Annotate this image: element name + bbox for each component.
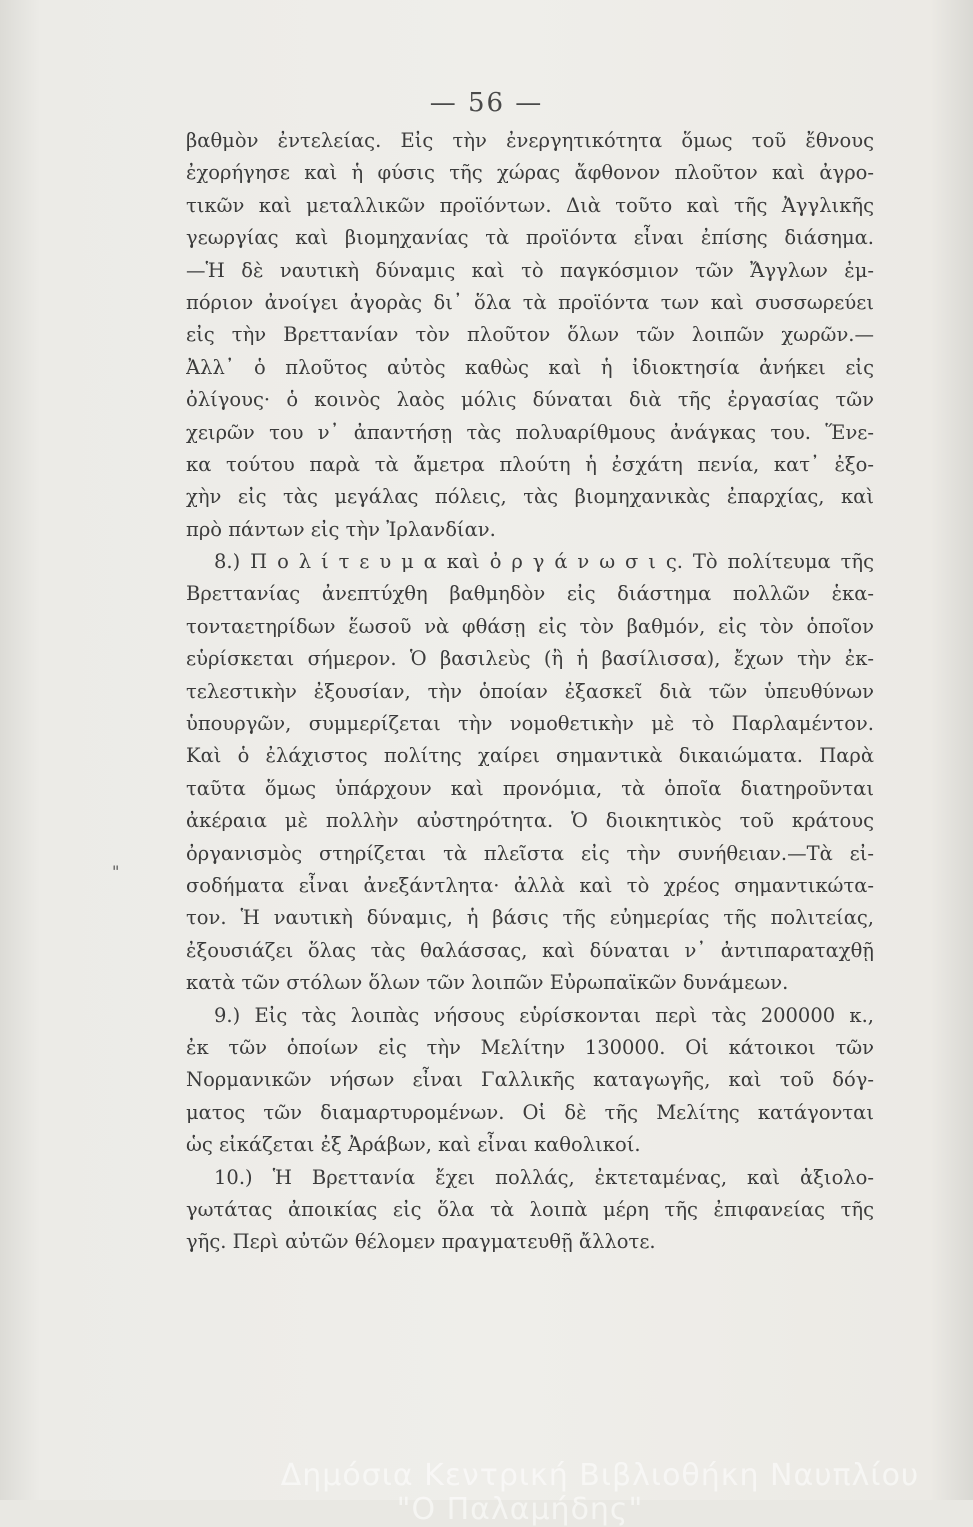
text-line: ἀκέραια μὲ πολλὴν αὐστηρότητα. Ὁ διοικητικὸς τοῦ κράτους xyxy=(186,809,874,833)
text-line: χὴν εἰς τὰς μεγάλας πόλεις, τὰς βιομηχανικὰς ἐπαρχίας, καὶ xyxy=(186,485,874,509)
text-line: εὑρίσκεται σήμερον. Ὁ βασιλεὺς (ἢ ἡ βασίλισσα), ἔχων τὴν ἐκ- xyxy=(186,647,874,671)
page-number: — 56 — xyxy=(429,88,544,118)
library-watermark-line2: "Ο Παλαμήδης" xyxy=(396,1492,644,1527)
body-text xyxy=(186,125,874,1259)
text-line: ἐξουσιάζει ὅλας τὰς θαλάσσας, καὶ δύναται ν᾽ ἀντιπαραταχθῇ xyxy=(186,938,874,962)
text-line: πόριον ἀνοίγει ἀγορὰς δι᾽ ὅλα τὰ προϊόντα των καὶ συσσωρεύει xyxy=(186,290,874,314)
text-line: γωτάτας ἀποικίας εἰς ὅλα τὰ λοιπὰ μέρη τῆς ἐπιφανείας τῆς xyxy=(186,1197,874,1221)
text-line: ἐκ τῶν ὁποίων εἰς τὴν Μελίτην 130000. Οἱ κάτοικοι τῶν xyxy=(186,1035,874,1059)
text-line: Ἀλλ᾽ ὁ πλοῦτος αὐτὸς καθὼς καὶ ἡ ἰδιοκτησία ἀνήκει εἰς xyxy=(186,355,874,379)
text-line: ὑπουργῶν, συμμερίζεται τὴν νομοθετικὴν μὲ τὸ Παρλαμέντον. xyxy=(186,712,874,736)
text-line: χειρῶν του ν᾽ ἀπαντήσῃ τὰς πολυαρίθμους ἀνάγκας του. Ἕνε- xyxy=(186,420,874,444)
text-line: ὀλίγους· ὁ κοινὸς λαὸς μόλις δύναται διὰ τῆς ἐργασίας τῶν xyxy=(186,388,874,412)
text-line: τονταετηρίδων ἕωσοῦ νὰ φθάσῃ εἰς τὸν βαθμόν, εἰς τὸν ὁποῖον xyxy=(186,614,874,638)
margin-mark: " xyxy=(112,862,120,881)
section-9-first-line: 9.) Εἰς τὰς λοιπὰς νήσους εὑρίσκονται περὶ τὰς 200000 κ., xyxy=(214,1003,874,1027)
text-line: γῆς. Περὶ αὐτῶν θέλομεν πραγματευθῇ ἄλλοτε. xyxy=(186,1230,656,1254)
library-watermark-line1: Δημόσια Κεντρική Βιβλιοθήκη Ναυπλίου xyxy=(280,1458,920,1493)
text-line: ἐχορήγησε καὶ ἡ φύσις τῆς χώρας ἄφθονον πλοῦτον καὶ ἀγρο- xyxy=(186,161,874,185)
text-line: Νορμανικῶν νήσων εἶναι Γαλλικῆς καταγωγῆς, καὶ τοῦ δόγ- xyxy=(186,1068,874,1092)
text-line: τικῶν καὶ μεταλλικῶν προϊόντων. Διὰ τοῦτο καὶ τῆς Ἀγγλικῆς xyxy=(186,193,874,217)
text-line: —Ἡ δὲ ναυτικὴ δύναμις καὶ τὸ παγκόσμιον τῶν Ἄγγλων ἐμ- xyxy=(186,258,874,282)
text-line: σοδήματα εἶναι ἀνεξάντλητα· ἀλλὰ καὶ τὸ χρέος σημαντικώτα- xyxy=(186,873,874,897)
text-line: Καὶ ὁ ἐλάχιστος πολίτης χαίρει σημαντικὰ δικαιώματα. Παρὰ xyxy=(186,744,874,768)
text-line: ματος τῶν διαμαρτυρομένων. Οἱ δὲ τῆς Μελίτης κατάγονται xyxy=(186,1100,874,1124)
text-line: ὀργανισμὸς στηρίζεται τὰ πλεῖστα εἰς τὴν συνήθειαν.—Τὰ εἰ- xyxy=(186,841,874,865)
text-line: γεωργίας καὶ βιομηχανίας τὰ προϊόντα εἶναι ἐπίσης διάσημα. xyxy=(186,226,874,250)
text-line: ταῦτα ὅμως ὑπάρχουν καὶ προνόμια, τὰ ὁποῖα διατηροῦνται xyxy=(186,776,874,800)
text-line: πρὸ πάντων εἰς τὴν Ἰρλανδίαν. xyxy=(186,517,496,541)
text-line: Βρεττανίας ἀνεπτύχθη βαθμηδὸν εἰς διάστημα πολλῶν ἑκα- xyxy=(186,582,874,606)
text-line: βαθμὸν ἐντελείας. Εἰς τὴν ἐνεργητικότητα ὅμως τοῦ ἔθνους xyxy=(186,129,874,152)
text-line: κα τούτου παρὰ τὰ ἄμετρα πλούτη ἡ ἐσχάτη πενία, κατ᾽ ἐξο- xyxy=(186,452,874,476)
section-8-heading-line: 8.) Π ο λ ί τ ε υ μ α καὶ ὀ ρ γ ά ν ω σ ι ς. Τὸ πολίτευμα τῆς xyxy=(214,550,874,574)
text-line: τελεστικὴν ἐξουσίαν, τὴν ὁποίαν ἐξασκεῖ διὰ τῶν ὑπευθύνων xyxy=(186,679,874,703)
text-line: εἰς τὴν Βρεττανίαν τὸν πλοῦτον ὅλων τῶν λοιπῶν χωρῶν.— xyxy=(186,323,874,347)
text-line: ὡς εἰκάζεται ἐξ Ἀράβων, καὶ εἶναι καθολικοί. xyxy=(186,1133,641,1157)
text-line: κατὰ τῶν στόλων ὅλων τῶν λοιπῶν Εὐρωπαϊκῶν δυνάμεων. xyxy=(186,971,789,995)
text-line: τον. Ἡ ναυτικὴ δύναμις, ἡ βάσις τῆς εὐημερίας τῆς πολιτείας, xyxy=(186,906,874,930)
section-10-first-line: 10.) Ἡ Βρεττανία ἔχει πολλάς, ἐκτεταμένας, καὶ ἀξιολο- xyxy=(214,1165,874,1189)
